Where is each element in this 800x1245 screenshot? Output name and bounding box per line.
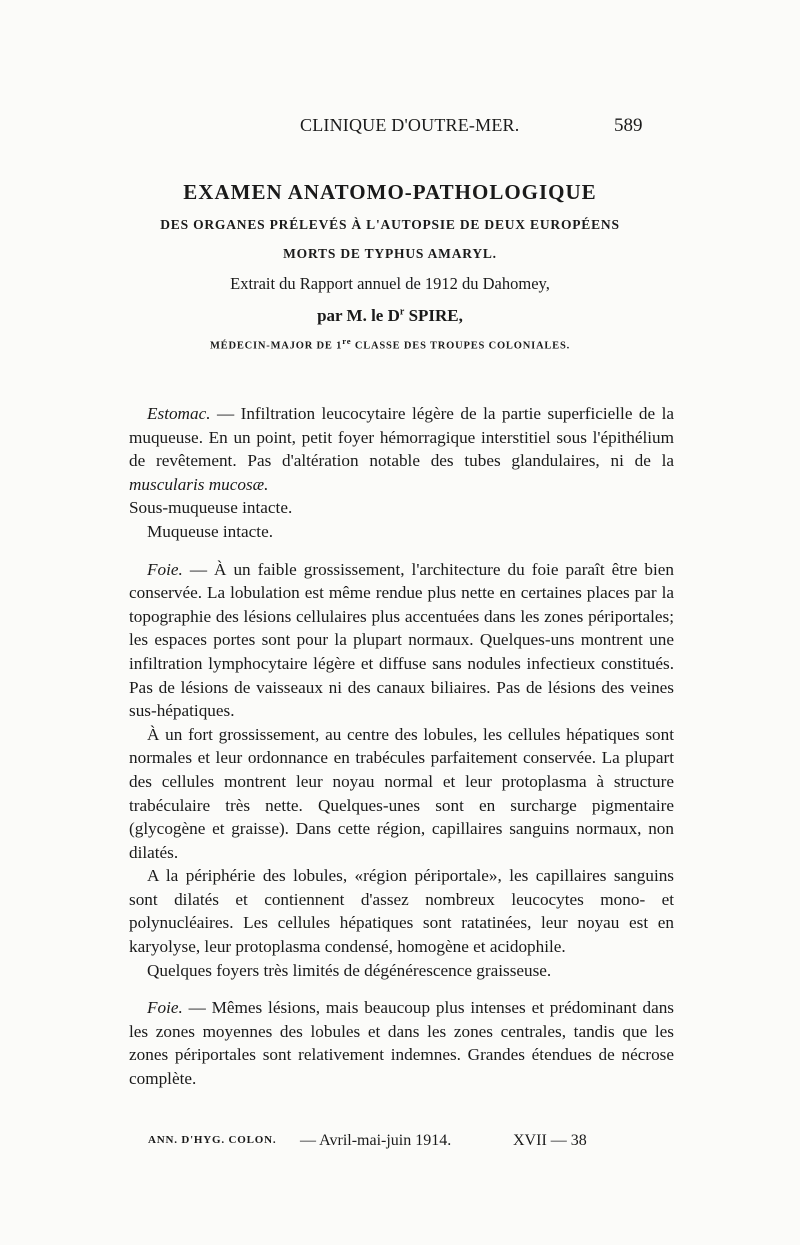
author-affiliation: MÉDECIN-MAJOR DE 1re CLASSE DES TROUPES COLONIALES. [209,336,571,352]
page-number: 589 [614,115,643,136]
page-header [0,115,800,143]
paragraph-foie-fort: À un fort grossissement, au centre des lobules, les cellules hépatiques sont normales et leur ordonnance en trabécules parfaitement conservée. La plupart des cellules montrent leur noyau normal et leur protoplasma à structure trabéculaire très nette. Quelques-unes sont en surcharge pigmentaire (glycogène et graisse). Dans cette région, capillaires sanguins normaux, non dilatés. [129,724,674,862]
paragraph-sous-muqueuse: Sous-muqueuse intacte. [129,498,293,518]
signature-mark: XVII — 38 [513,1132,587,1149]
page-footer [148,1132,648,1156]
paragraph-degenerescence: Quelques foyers très limités de dégénérescence graisseuse. [147,960,552,980]
paragraph-foie-faible: Foie. — À un faible grossissement, l'architecture du foie paraît être bien conservée. La lobulation est même rendue plus nette en certaines places par la topographie des lésions cellulaires plus accentuées dans les zones périportales; les espaces portes sont pour la plupart normaux. Quelques-uns montrent une infiltration lymphocytaire légère et diffuse sans nodules infectieux constitués. Pas de lésions de vaisseaux ni des canaux biliaires. Pas de lésions des veines sus-hépatiques. [129,559,674,721]
author-line: par M. le $D^r$ SPIRE, [317,306,463,325]
article-body [129,402,674,1091]
article-title: EXAMEN ANATOMO-PATHOLOGIQUE [183,180,597,204]
source-note: Extrait du Rapport annuel de 1912 du Dahomey, [230,274,550,293]
paragraph-foie-second: Foie. — Mêmes lésions, mais beaucoup plus intenses et prédominant dans les zones moyennes des lobules et dans les zones centrales, tandis que les zones périportales sont relativement indemnes. Grandes étendues de nécrose complète. [129,998,674,1089]
paragraph-estomac: Estomac. — Infiltration leucocytaire légère de la partie superficielle de la muqueuse. En un point, petit foyer hémorragique interstitiel sous l'épithélium de revêtement. Pas d'altération notable des tubes glandulaires, ni de la muscularis mucosæ. [129,404,674,494]
running-title: CLINIQUE D'OUTRE-MER. [300,115,520,135]
paragraph-muqueuse: Muqueuse intacte. [147,521,274,541]
paragraph-peripherie: A la périphérie des lobules, «région périportale», les capillaires sanguins sont dilatés et contiennent d'assez nombreux leucocytes mono- et polynucléaires. Les cellules hépatiques sont ratatinées, leur noyau est en karyolyse, leur protoplasma condensé, homogène et acidophile. [129,866,674,957]
issue-date: — Avril-mai-juin 1914. [300,1132,452,1149]
journal-abbrev: ANN. D'HYG. COLON. [148,1134,277,1146]
article-subtitle-line1: DES ORGANES PRÉLEVÉS À L'AUTOPSIE DE DEUX EUROPÉENS [160,217,620,232]
article-subtitle-line2: MORTS DE TYPHUS AMARYL. [283,246,497,261]
article-title-block [100,180,680,352]
